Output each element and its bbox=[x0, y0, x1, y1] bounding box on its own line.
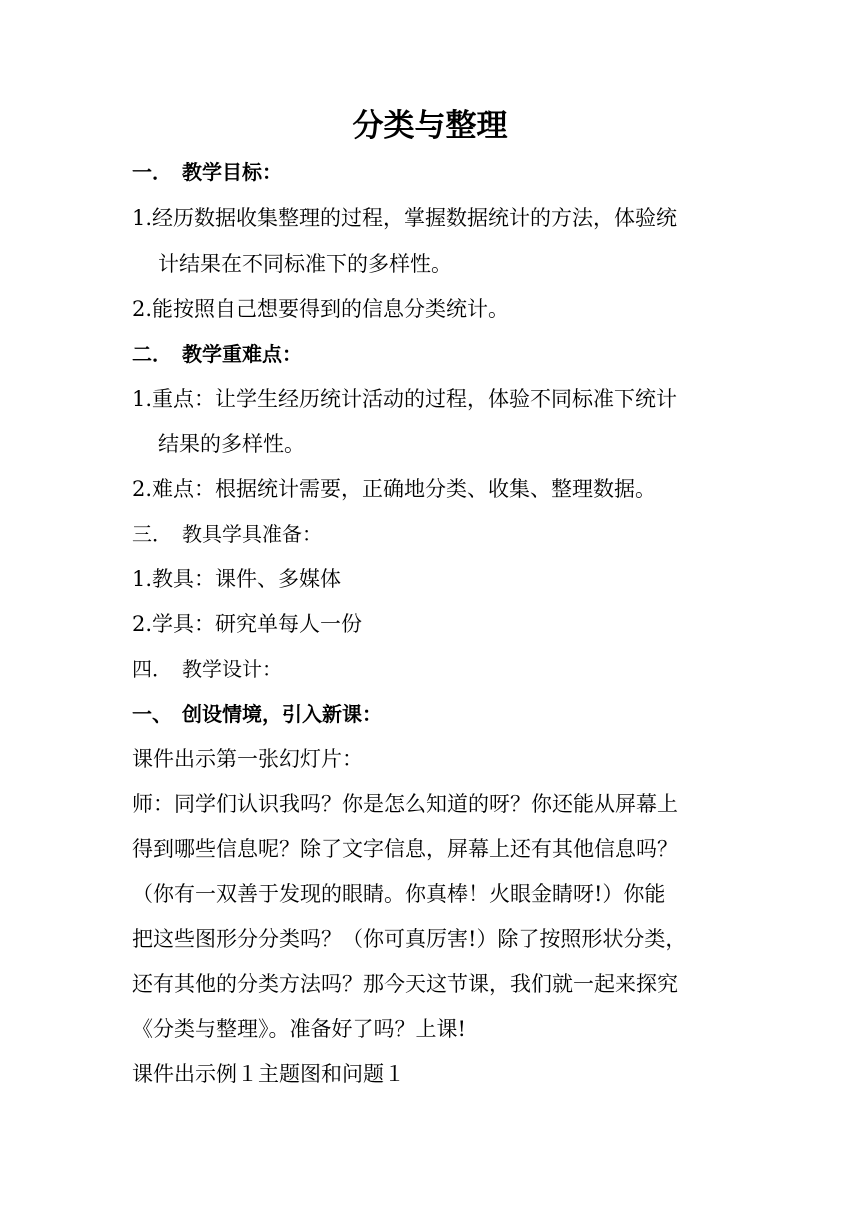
goal-line: 2.能按照自己想要得到的信息分类统计。 bbox=[132, 297, 510, 321]
content-line: （你有一双善于发现的眼睛。你真棒！火眼金睛呀!）你能 bbox=[132, 882, 666, 906]
heading-text: 教学目标： bbox=[182, 160, 282, 184]
content-line: 把这些图形分分类吗？（你可真厉害!）除了按照形状分类， bbox=[132, 927, 687, 951]
key-line: 结果的多样性。 bbox=[158, 432, 305, 456]
content-line: 得到哪些信息呢？除了文字信息，屏幕上还有其他信息吗？ bbox=[132, 837, 678, 861]
key-line: 1.重点：让学生经历统计活动的过程，体验不同标准下统计 bbox=[132, 387, 678, 411]
heading-number: 三． bbox=[132, 522, 172, 546]
heading-number: 一、 bbox=[132, 702, 172, 726]
prep-line: 1.教具：课件、多媒体 bbox=[132, 567, 342, 591]
document-title: 分类与整理 bbox=[352, 108, 508, 144]
heading-text: 创设情境，引入新课： bbox=[182, 702, 382, 726]
heading-key-points bbox=[132, 339, 732, 369]
content-line: 还有其他的分类方法吗？那今天这节课，我们就一起来探究 bbox=[132, 972, 678, 996]
heading-design bbox=[132, 654, 732, 684]
heading-text: 教具学具准备： bbox=[182, 522, 322, 546]
heading-preparation bbox=[132, 519, 732, 549]
content-line: 《分类与整理》。准备好了吗？上课! bbox=[132, 1017, 466, 1041]
heading-number: 四． bbox=[132, 657, 172, 681]
heading-goals bbox=[132, 157, 732, 187]
goal-line: 计结果在不同标准下的多样性。 bbox=[158, 252, 452, 276]
content-line: 课件出示第一张幻灯片： bbox=[132, 747, 363, 771]
prep-line: 2.学具：研究单每人一份 bbox=[132, 612, 363, 636]
heading-number: 二． bbox=[132, 342, 172, 366]
heading-number: 一． bbox=[132, 160, 172, 184]
key-line: 2.难点：根据统计需要，正确地分类、收集、整理数据。 bbox=[132, 477, 657, 501]
content-line: 师：同学们认识我吗？你是怎么知道的呀？你还能从屏幕上 bbox=[132, 792, 678, 816]
goal-line: 1.经历数据收集整理的过程，掌握数据统计的方法，体验统 bbox=[132, 206, 678, 230]
heading-part1 bbox=[132, 699, 732, 729]
heading-text: 教学重难点： bbox=[182, 342, 302, 366]
heading-text: 教学设计： bbox=[182, 657, 282, 681]
content-line: 课件出示例１主题图和问题１ bbox=[132, 1062, 405, 1086]
